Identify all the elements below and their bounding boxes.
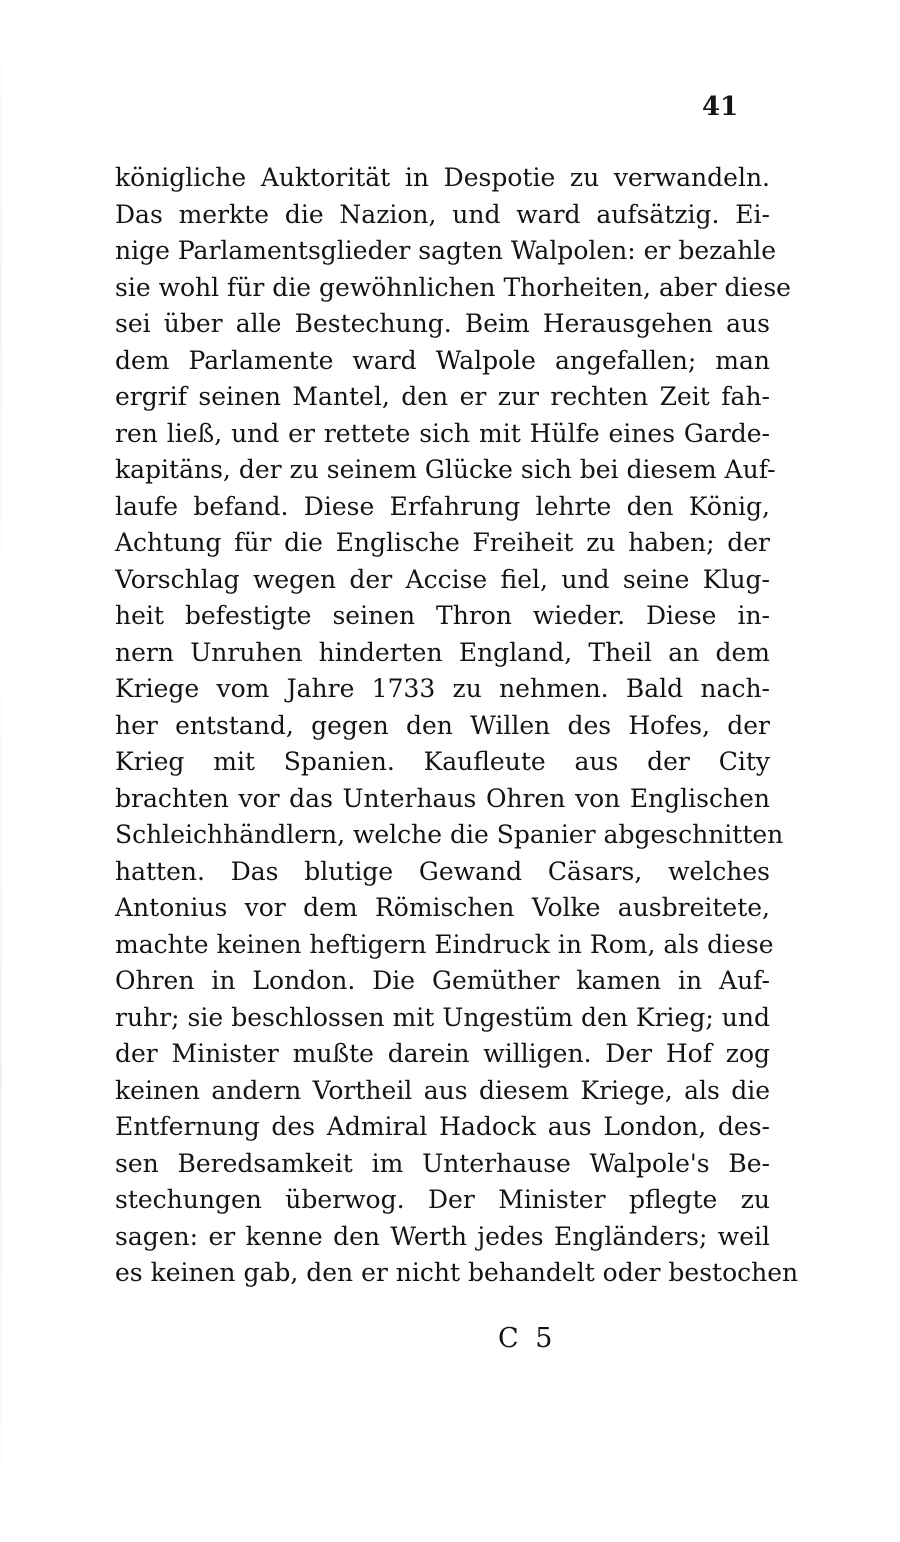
text-line-13: heit befestigte seinen Thron wieder. Diese in- xyxy=(115,601,770,630)
text-line-26: keinen andern Vortheil aus diesem Kriege, als die xyxy=(115,1075,770,1105)
text-line-31: es keinen gab, den er nicht behandelt oder bestochen xyxy=(115,1258,799,1287)
text-line-14: nern Unruhen hinderten England, Theil an dem xyxy=(115,637,770,667)
text-line-17: Krieg mit Spanien. Kaufleute aus der City xyxy=(115,747,770,776)
text-line-6: dem Parlamente ward Walpole angefallen; man xyxy=(115,345,770,375)
text-line-28: sen Beredsamkeit im Unterhause Walpole's Be- xyxy=(115,1148,770,1178)
text-line-3: nige Parlamentsglieder sagten Walpolen: er bezahle xyxy=(115,236,777,265)
text-line-11: Achtung für die Englische Freiheit zu haben; der xyxy=(115,528,770,557)
text-line-1: königliche Auktorität in Despotie zu verwandeln. xyxy=(115,163,770,192)
text-line-23: Ohren in London. Die Gemüther kamen in Auf- xyxy=(115,966,770,995)
text-line-10: laufe befand. Diese Erfahrung lehrte den König, xyxy=(115,491,770,521)
page-edge-shadow xyxy=(0,0,2,1542)
text-line-24: ruhr; sie beschlossen mit Ungestüm den Krieg; und xyxy=(115,1002,770,1032)
text-line-12: Vorschlag wegen der Accise fiel, und seine Klug- xyxy=(115,564,770,594)
body-text xyxy=(115,160,799,1292)
text-line-5: sei über alle Bestechung. Beim Herausgehen aus xyxy=(115,309,770,338)
text-line-7: ergrif seinen Mantel, den er zur rechten Zeit fah- xyxy=(115,382,770,411)
page-number: 41 xyxy=(702,92,739,122)
text-line-18: brachten vor das Unterhaus Ohren von Englischen xyxy=(115,783,770,813)
text-line-4: sie wohl für die gewöhnlichen Thorheiten, aber diese xyxy=(115,272,791,302)
text-line-25: der Minister mußte darein willigen. Der Hof zog xyxy=(115,1039,770,1068)
text-line-21: Antonius vor dem Römischen Volke ausbreitete, xyxy=(115,893,770,922)
text-line-2: Das merkte die Nazion, und ward aufsätzig. Ei- xyxy=(115,199,770,229)
text-line-30: sagen: er kenne den Werth jedes Engländers; weil xyxy=(115,1221,770,1251)
text-line-16: her entstand, gegen den Willen des Hofes, der xyxy=(115,710,770,740)
text-line-9: kapitäns, der zu seinem Glücke sich bei diesem Auf- xyxy=(115,455,776,484)
text-line-8: ren ließ, und er rettete sich mit Hülfe eines Garde- xyxy=(115,418,770,448)
text-line-15: Kriege vom Jahre 1733 zu nehmen. Bald nach- xyxy=(115,674,770,703)
text-line-22: machte keinen heftigern Eindruck in Rom, als diese xyxy=(115,929,774,959)
text-line-20: hatten. Das blutige Gewand Cäsars, welches xyxy=(115,856,770,886)
signature-mark: C 5 xyxy=(498,1323,553,1354)
text-line-29: stechungen überwog. Der Minister pflegte zu xyxy=(115,1185,770,1214)
text-line-19: Schleichhändlern, welche die Spanier abgeschnitten xyxy=(115,820,784,849)
text-line-27: Entfernung des Admiral Hadock aus London, des- xyxy=(115,1112,770,1141)
